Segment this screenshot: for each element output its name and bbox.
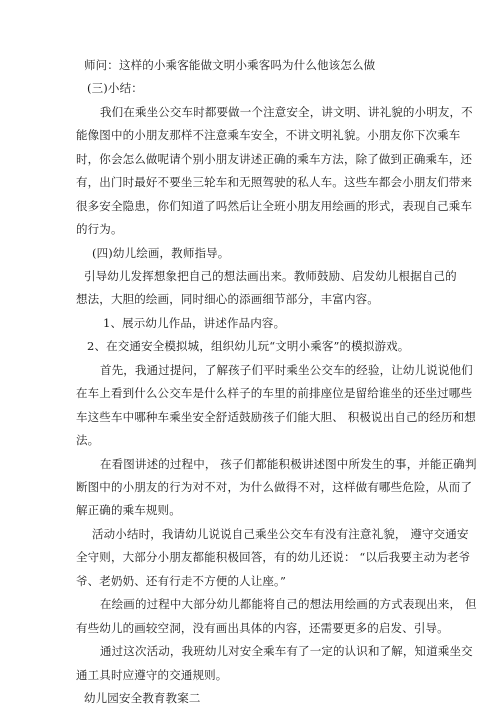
- text-line: 法。: [76, 433, 100, 447]
- text-line: 引导幼儿发挥想象把自己的想法画出来。教师鼓励、启发幼儿根据自己的: [84, 269, 457, 283]
- text-line: 时，你会怎么做呢请个别小朋友讲述正确的乘车方法，除了做到正确乘车，还: [76, 152, 473, 166]
- text-line: 全守则，大部分小朋友都能积极回答，有的幼儿还说： “以后我要主动为老爷: [76, 550, 471, 564]
- list-item: 2、在交通安全模拟城，组织幼儿玩“文明小乘客”的模拟游戏。: [87, 339, 410, 353]
- text-line: 能像图中的小朋友那样不注意乘车安全，不讲文明礼貌。小朋友你下次乘车: [76, 128, 461, 142]
- text-line: 我们在乘坐公交车时都要做一个注意安全，讲文明、讲礼貌的小明友，不: [100, 105, 473, 119]
- text-line: 爷、老奶奶、还有行走不方便的人让座。”: [76, 574, 286, 588]
- text-line: 想法，大胆的绘画，同时细心的添画细节部分，丰富内容。: [76, 292, 379, 306]
- list-item: 1、展示幼儿作品，讲述作品内容。: [103, 316, 286, 330]
- text-line: 活动小结时，我请幼儿说说自己乘坐公交车有没有注意礼貌， 遵守交通安: [92, 527, 469, 541]
- text-line: 的行为。: [76, 222, 123, 236]
- text-line: 首先，我通过提问，了解孩子们平时乘坐公交车的经验，让幼儿说说他们: [100, 363, 473, 377]
- text-line: 通工具时应遵守的交通规则。: [76, 668, 228, 682]
- section-heading: (四)幼儿绘画，教师指导。: [92, 246, 230, 260]
- text-line: 在看图讲述的过程中， 孩子们都能积极讲述图中所发生的事，并能正确判: [100, 457, 477, 471]
- text-line: 很多安全隐患，你们知道了吗然后让全班小朋友用绘画的形式，表现自己乘车: [76, 199, 473, 213]
- text-line: 车这些车中哪种车乘坐安全舒适鼓励孩子们能大胆、 积极说出自己的经历和想: [76, 410, 476, 424]
- text-line: 解正确的乘车规则。: [76, 503, 181, 517]
- section-heading: (三)小结：: [87, 81, 143, 95]
- text-line: 断图中的小朋友的行为对不对，为什么做得不对，这样做有哪些危险，从而了: [76, 480, 473, 494]
- text-line: 通过这次活动，我班幼儿对安全乘车有了一定的认识和了解，知道乘坐交: [100, 644, 473, 658]
- text-line: 师问：这样的小乘客能做文明小乘客吗为什么他该怎么做: [84, 58, 376, 72]
- text-line: 在车上看到什么公交车是什么样子的车里的前排座位是留给谁坐的还坐过哪些: [76, 386, 473, 400]
- text-line: 在绘画的过程中大部分幼儿都能将自己的想法用绘画的方式表现出来， 但: [100, 597, 477, 611]
- text-line: 有，出门时最好不要坐三轮车和无照驾驶的私人车。这些车都会小朋友们带来: [76, 175, 473, 189]
- next-section-title: 幼儿园安全教育教案二: [84, 691, 201, 705]
- text-line: 有些幼儿的画较空洞，没有画出具体的内容，还需要更多的启发、引导。: [76, 621, 449, 635]
